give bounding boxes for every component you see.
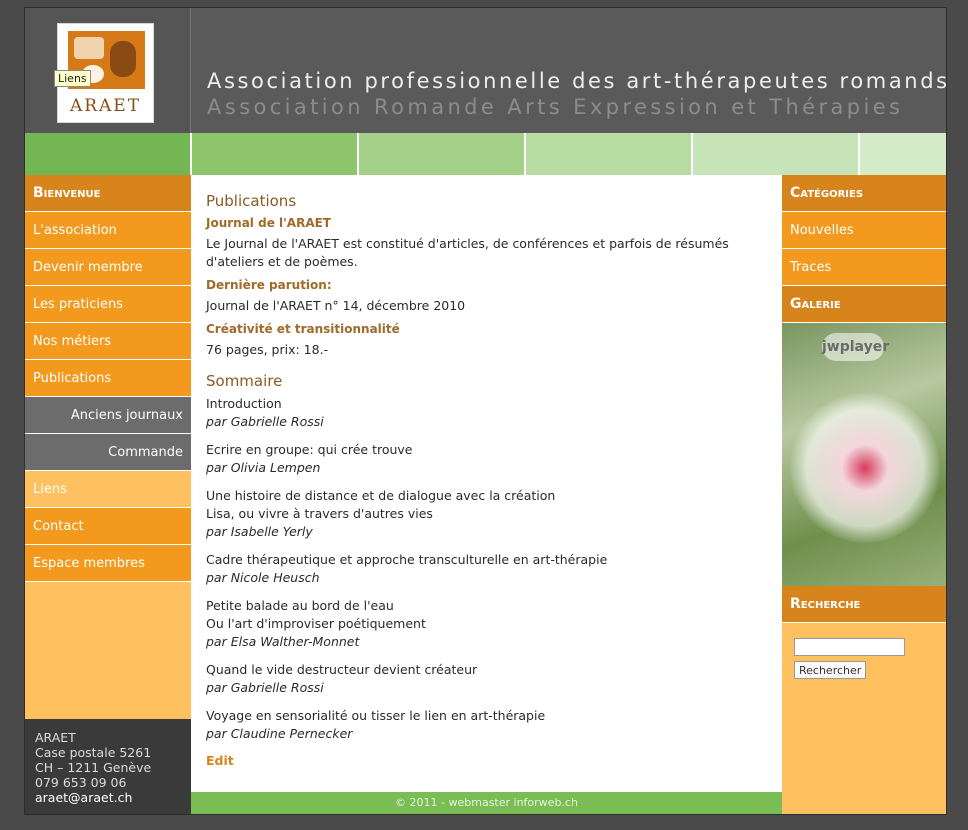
- categories-heading: Catégories: [782, 175, 946, 212]
- gallery-player[interactable]: [782, 323, 946, 586]
- green-segment: [192, 133, 357, 175]
- gallery-heading: Galerie: [782, 286, 946, 323]
- logo-shape: [74, 37, 104, 59]
- summary-entry: [206, 707, 767, 743]
- summary-entry: [206, 487, 767, 541]
- edit-link[interactable]: Edit: [206, 753, 234, 768]
- category-traces[interactable]: Traces: [782, 249, 946, 286]
- entry-title: Petite balade au bord de l'eau: [206, 598, 394, 613]
- entry-author: par Gabrielle Rossi: [206, 680, 324, 695]
- entry-author: par Claudine Pernecker: [206, 726, 353, 741]
- latest-issue-heading: Dernière parution:: [206, 278, 332, 292]
- nav-subitem-anciens-journaux[interactable]: Anciens journaux: [25, 397, 191, 434]
- search-button[interactable]: Rechercher: [794, 661, 866, 679]
- logo-shape: [110, 41, 136, 77]
- nav-item-praticiens[interactable]: Les praticiens: [25, 286, 191, 323]
- summary-heading: Sommaire: [206, 372, 283, 390]
- logo-cell: [25, 8, 191, 133]
- green-segment: [359, 133, 524, 175]
- address-line: Case postale 5261: [35, 745, 152, 760]
- address-block: [25, 719, 191, 814]
- entry-title: Ecrire en groupe: qui crée trouve: [206, 442, 413, 457]
- nav-item-bienvenue[interactable]: Bienvenue: [25, 175, 191, 212]
- right-sidebar: [782, 175, 946, 814]
- journal-description: Le Journal de l'ARAET est constitué d'articles, de conférences et parfois de résumés d'ateliers et de poèmes.: [206, 236, 729, 269]
- summary-entry: [206, 661, 767, 697]
- search-heading: Recherche: [782, 586, 946, 623]
- summary-entry: [206, 441, 767, 477]
- summary-entry: [206, 395, 767, 431]
- entry-title: Voyage en sensorialité ou tisser le lien en art-thérapie: [206, 708, 546, 723]
- nav-item-contact[interactable]: Contact: [25, 508, 191, 545]
- tooltip: Liens: [54, 70, 91, 87]
- nav-item-devenir-membre[interactable]: Devenir membre: [25, 249, 191, 286]
- nav-item-liens[interactable]: Liens: [25, 471, 191, 508]
- entry-author: par Gabrielle Rossi: [206, 414, 324, 429]
- category-nouvelles[interactable]: Nouvelles: [782, 212, 946, 249]
- nav-item-association[interactable]: L'association: [25, 212, 191, 249]
- entry-author: par Isabelle Yerly: [206, 524, 313, 539]
- flower-image: [790, 393, 940, 543]
- green-banner: [25, 133, 946, 175]
- entry-title: Cadre thérapeutique et approche transculturelle en art-thérapie: [206, 552, 608, 567]
- issue-title: Créativité et transitionnalité: [206, 322, 400, 336]
- nav-item-metiers[interactable]: Nos métiers: [25, 323, 191, 360]
- nav-subitem-commande[interactable]: Commande: [25, 434, 191, 471]
- nav-item-publications[interactable]: Publications: [25, 360, 191, 397]
- address-phone: 079 653 09 06: [35, 775, 127, 790]
- entry-title: Introduction: [206, 396, 282, 411]
- entry-author: par Nicole Heusch: [206, 570, 320, 585]
- issue-details: 76 pages, prix: 18.-: [206, 342, 329, 357]
- logo-text: ARAET: [69, 96, 142, 116]
- nav-item-espace-membres[interactable]: Espace membres: [25, 545, 191, 582]
- main-content: [191, 175, 782, 791]
- page-frame: [24, 7, 950, 815]
- entry-subtitle: Ou l'art d'improviser poétiquement: [206, 616, 426, 631]
- site-title: Association professionnelle des art-thérapeutes romands: [207, 69, 950, 93]
- footer: © 2011 - webmaster inforweb.ch: [191, 792, 782, 814]
- header: [25, 8, 950, 133]
- search-input[interactable]: [794, 638, 905, 656]
- green-segment: [526, 133, 691, 175]
- address-email[interactable]: araet@araet.ch: [35, 790, 133, 805]
- entry-author: par Elsa Walther-Monnet: [206, 634, 360, 649]
- site-subtitle: Association Romande Arts Expression et Thérapies: [207, 95, 904, 119]
- entry-title: Une histoire de distance et de dialogue avec la création: [206, 488, 556, 503]
- summary-entry: [206, 597, 767, 651]
- latest-issue-text: Journal de l'ARAET n° 14, décembre 2010: [206, 298, 466, 313]
- summary-entry: [206, 551, 767, 587]
- entry-title: Quand le vide destructeur devient créateur: [206, 662, 478, 677]
- entry-subtitle: Lisa, ou vivre à travers d'autres vies: [206, 506, 433, 521]
- address-line: ARAET: [35, 730, 76, 745]
- journal-heading: Journal de l'ARAET: [206, 216, 331, 230]
- jwplayer-watermark: jwplayer: [822, 333, 884, 361]
- address-line: CH – 1211 Genève: [35, 760, 152, 775]
- green-segment: [693, 133, 858, 175]
- green-segment: [860, 133, 946, 175]
- page-title: Publications: [206, 192, 297, 210]
- left-navigation: [25, 175, 191, 719]
- green-segment: [25, 133, 190, 175]
- entry-author: par Olivia Lempen: [206, 460, 321, 475]
